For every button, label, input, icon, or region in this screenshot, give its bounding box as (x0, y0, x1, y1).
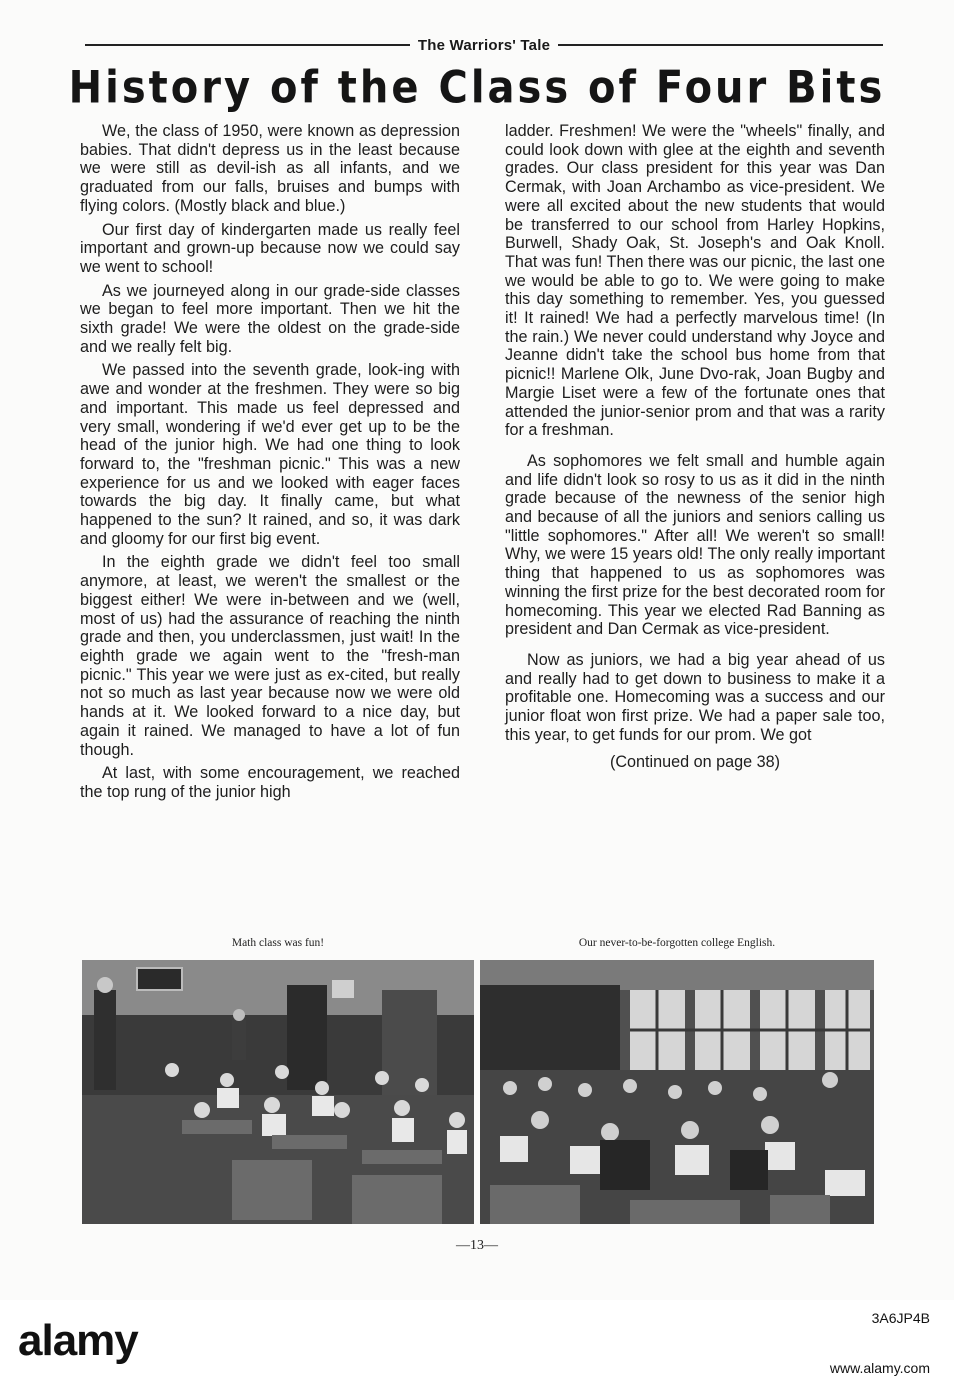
paragraph: ladder. Freshmen! We were the "wheels" finally, and could look down with glee at the eighth and seventh grades. Our class president for this year was Dan Cermak, with Joan Archambo as vice-president. We were all excited about the new students that would be transferred to our school from Harley Hopkins, Burwell, Shady Oak, St. Joseph's and Oak Knoll. That was fun! Then there was our picnic, the last one we would be able to go to. We were going to make this day something to remember. Yes, you guessed it! It rained! We had a perfectly marvelous time! (In the rain.) We never could understand why Joyce and Jeanne didn't take the school bus home from that picnic!! Marlene Olk, June Dvo-rak, Joan Bugby and Margie Liset were a few of the fortunate ones that attended the junior-senior prom and that was a rarity for a freshman. (505, 122, 885, 440)
page-number: —13— (456, 1238, 498, 1253)
image-id: 3A6JP4B (871, 1310, 930, 1326)
photo-caption-right: Our never-to-be-forgotten college English. (578, 937, 776, 949)
watermark-url[interactable]: www.alamy.com (829, 1360, 930, 1376)
continued-note: (Continued on page 38) (609, 752, 781, 771)
paragraph: Now as juniors, we had a big year ahead of us and really had to get down to business to make it a profitable one. Homecoming was a success and our junior float won first prize. We had a paper sale too, this year, to get funds for our prom. We got (505, 650, 885, 744)
left-column (80, 122, 460, 807)
right-column (505, 122, 885, 771)
english-class-photo (480, 960, 874, 1224)
article-title: History of the Class of Four Bits (68, 62, 886, 114)
paragraph: We passed into the seventh grade, look-ing with awe and wonder at the freshmen. They were so big and important. This made us feel depressed and very small, wondering if we'd ever get up to be the head of the junior high. We had one thing to look forward to, the "freshman picnic." This was a new experience for us and we looked with eager faces towards the big day. It finally came, but what happened to the sun? It rained, and so, it was dark and gloomy for our first big event. (80, 361, 460, 548)
paragraph: In the eighth grade we didn't feel too small anymore, at least, we weren't the smallest or the biggest either! We were in-between and we (well, most of us) had the assurance of reaching the ninth grade and then, you underclassmen, just wait! In the eighth grade we again went to the "fresh-man picnic." This year we were just as ex-cited, but really not so much as last year because now we were old hands at it. We looked forward to a nice day, but again it rained. We managed to have a lot of fun though. (80, 553, 460, 759)
alamy-logo: alamy (18, 1316, 138, 1365)
header-rule-right (558, 44, 883, 46)
paragraph: At last, with some encouragement, we reached the top rung of the junior high (80, 764, 460, 801)
paragraph: We, the class of 1950, were known as depression babies. That didn't depress us in the least because we were still as devil-ish as all infants, and we graduated from our falls, bruises and bumps with flying colors. (Mostly black and blue.) (80, 122, 460, 215)
watermark-bar (0, 1300, 954, 1390)
math-class-illustration (82, 960, 474, 1224)
math-class-photo (82, 960, 474, 1224)
header-title: The Warriors' Tale (417, 36, 551, 54)
photo-caption-left: Math class was fun! (231, 937, 325, 949)
paragraph: As sophomores we felt small and humble again and life didn't look so rosy to us as it did in the ninth grade because of the newness of the senior high and because of all the juniors and seniors calling us "little sophomores." After all! We weren't so small! Why, we were 15 years old! The only really important thing that happened to us as sophomores was winning the first prize for the best decorated room for homecoming. This year we elected Rad Banning as president and Dan Cermak as vice-president. (505, 451, 885, 639)
paragraph: Our first day of kindergarten made us really feel important and grown-up because now we could say we went to school! (80, 220, 460, 276)
running-header (85, 34, 883, 56)
header-rule-left (85, 44, 410, 46)
english-class-illustration (480, 960, 874, 1224)
paragraph: As we journeyed along in our grade-side classes we began to feel more important. Then we hit the sixth grade! We were the oldest on the grade-side and we really felt big. (80, 281, 460, 356)
